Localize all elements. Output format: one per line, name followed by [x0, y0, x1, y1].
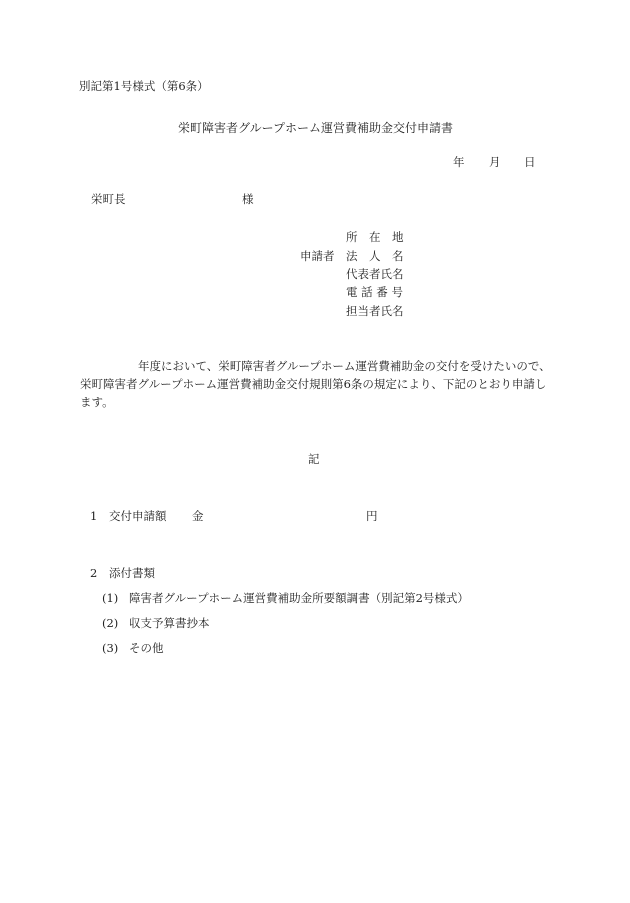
- addressee-honorific: 様: [242, 192, 254, 206]
- applicant-field-contact-person: 担当者氏名: [346, 304, 404, 318]
- ki-heading: 記: [308, 452, 320, 466]
- item1-label: 交付申請額: [109, 509, 167, 523]
- subitem-1-number: (1): [102, 591, 119, 605]
- item1-number: 1: [90, 509, 98, 523]
- applicant-field-corporation: 法 人 名: [346, 249, 404, 263]
- subitem-2-text: 収支予算書抄本: [129, 616, 210, 630]
- subitem-2-number: (2): [102, 616, 119, 630]
- body-line-2: 栄町障害者グループホーム運営費補助金交付規則第6条の規定により、下記のとおり申請し: [80, 376, 547, 391]
- subitem-1-text: 障害者グループホーム運営費補助金所要額調書（別記第2号様式）: [129, 591, 469, 605]
- item2-label: 添付書類: [109, 566, 155, 580]
- applicant-role-label: 申請者: [300, 249, 335, 263]
- date-year-label: 年: [453, 155, 465, 169]
- subitem-3-number: (3): [102, 641, 119, 655]
- subitem-3-text: その他: [129, 641, 164, 655]
- body-line-1: 年度において、栄町障害者グループホーム運営費補助金の交付を受けたいので、: [138, 359, 551, 373]
- application-body-text: [80, 358, 560, 411]
- item1-unit: 円: [366, 509, 378, 523]
- item1-kin: 金: [192, 509, 204, 523]
- date-day-label: 日: [524, 155, 536, 169]
- addressee-name: 栄町長: [91, 192, 126, 206]
- body-line-3: ます。: [80, 394, 114, 409]
- item2-number: 2: [90, 566, 98, 580]
- applicant-field-phone: 電 話 番 号: [346, 285, 403, 299]
- applicant-field-representative: 代表者氏名: [346, 267, 404, 281]
- document-title: 栄町障害者グループホーム運営費補助金交付申請書: [178, 121, 454, 135]
- applicant-field-address: 所 在 地: [346, 230, 404, 244]
- date-month-label: 月: [489, 155, 501, 169]
- form-number-label: 別記第1号様式（第6条）: [79, 79, 209, 93]
